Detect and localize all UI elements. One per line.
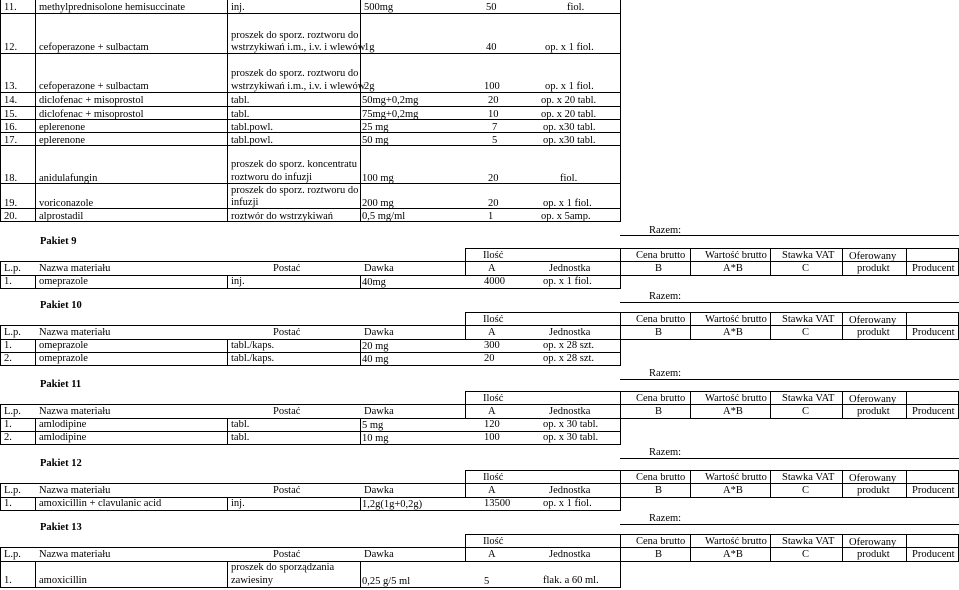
- row-name: cefoperazone + sulbactam: [39, 42, 149, 53]
- row-lp: 1.: [4, 419, 12, 430]
- header-ab: A*B: [723, 406, 743, 417]
- header-nazwa: Nazwa materiału: [39, 485, 111, 496]
- row-lp: 14.: [4, 95, 18, 106]
- header-b: B: [655, 327, 663, 338]
- header-ab: A*B: [723, 263, 743, 274]
- header-produkt: produkt: [857, 485, 890, 496]
- row-form-line1: proszek do sporz. roztworu do: [231, 185, 359, 196]
- header-stawka-vat: Stawka VAT: [782, 393, 835, 404]
- row-unit: fiol.: [560, 173, 578, 184]
- row-lp: 16.: [4, 122, 18, 133]
- row-form-line2: infuzji: [231, 197, 259, 208]
- header-wartosc-brutto: Wartość brutto: [705, 250, 767, 261]
- header-nazwa: Nazwa materiału: [39, 263, 111, 274]
- row-unit: op. x 20 tabl.: [541, 109, 597, 120]
- header-producent: Producent: [912, 549, 955, 560]
- row-unit: op. x 5amp.: [541, 211, 591, 222]
- row-dose: 75mg+0,2mg: [362, 109, 419, 120]
- row-dose: 5 mg: [362, 420, 384, 431]
- header-dawka: Dawka: [364, 406, 394, 417]
- header-postac: Postać: [273, 406, 301, 417]
- header-stawka-vat: Stawka VAT: [782, 472, 835, 483]
- header-dawka: Dawka: [364, 263, 394, 274]
- row-name: methylprednisolone hemisuccinate: [39, 2, 186, 13]
- header-c: C: [802, 263, 810, 274]
- row-lp: 13.: [4, 81, 18, 92]
- row-form-line2: zawiesiny: [231, 575, 273, 586]
- row-name: amlodipine: [39, 432, 87, 443]
- header-cena-brutto: Cena brutto: [636, 314, 686, 325]
- header-ilosc: Ilość: [483, 314, 504, 325]
- header-jednostka: Jednostka: [549, 485, 591, 496]
- razem-label: Razem:: [649, 368, 682, 379]
- row-qty: 10: [488, 109, 499, 120]
- row-name: voriconazole: [39, 198, 94, 209]
- row-unit: op. x 28 szt.: [543, 353, 595, 364]
- header-wartosc-brutto: Wartość brutto: [705, 536, 767, 547]
- header-postac: Postać: [273, 263, 301, 274]
- row-dose: 50mg+0,2mg: [362, 95, 419, 106]
- row-lp: 1.: [4, 575, 12, 586]
- header-cena-brutto: Cena brutto: [636, 472, 686, 483]
- row-lp: 19.: [4, 198, 18, 209]
- row-qty: 100: [484, 81, 500, 92]
- row-dose: 40mg: [362, 277, 386, 288]
- header-oferowany: Oferowany: [849, 394, 897, 405]
- header-ilosc: Ilość: [483, 472, 504, 483]
- row-name: amoxicillin + clavulanic acid: [39, 498, 162, 509]
- header-lp: L.p.: [4, 549, 21, 560]
- row-dose: 40 mg: [362, 354, 389, 365]
- header-a: A: [488, 485, 496, 496]
- header-oferowany: Oferowany: [849, 537, 897, 548]
- row-form: inj.: [231, 2, 245, 13]
- header-produkt: produkt: [857, 406, 890, 417]
- header-nazwa: Nazwa materiału: [39, 406, 111, 417]
- row-name: omeprazole: [39, 340, 88, 351]
- row-dose: 1,2g(1g+0,2g): [362, 499, 423, 510]
- package-title: Pakiet 11: [40, 379, 82, 390]
- row-name: amlodipine: [39, 419, 87, 430]
- row-lp: 17.: [4, 135, 18, 146]
- row-qty: 100: [484, 432, 500, 443]
- package-title: Pakiet 9: [40, 236, 77, 247]
- header-postac: Postać: [273, 549, 301, 560]
- header-nazwa: Nazwa materiału: [39, 549, 111, 560]
- header-lp: L.p.: [4, 263, 21, 274]
- header-jednostka: Jednostka: [549, 549, 591, 560]
- row-unit: op. x 1 fiol.: [543, 498, 592, 509]
- row-unit: op. x 1 fiol.: [543, 276, 592, 287]
- row-dose: 200 mg: [362, 198, 394, 209]
- header-oferowany: Oferowany: [849, 473, 897, 484]
- header-oferowany: Oferowany: [849, 251, 897, 262]
- row-name: omeprazole: [39, 276, 88, 287]
- row-lp: 11.: [4, 2, 17, 13]
- row-lp: 12.: [4, 42, 18, 53]
- header-ab: A*B: [723, 549, 743, 560]
- razem-label: Razem:: [649, 447, 682, 458]
- package-title: Pakiet 13: [40, 522, 82, 533]
- row-qty: 13500: [484, 498, 511, 509]
- row-unit: op. x30 tabl.: [543, 122, 596, 133]
- header-b: B: [655, 263, 663, 274]
- header-dawka: Dawka: [364, 485, 394, 496]
- row-form: tabl./kaps.: [231, 340, 275, 351]
- header-wartosc-brutto: Wartość brutto: [705, 393, 767, 404]
- row-unit: op. x30 tabl.: [543, 135, 596, 146]
- row-qty: 5: [484, 576, 490, 587]
- header-cena-brutto: Cena brutto: [636, 250, 686, 261]
- row-lp: 1.: [4, 340, 12, 351]
- row-form: tabl./kaps.: [231, 353, 275, 364]
- header-stawka-vat: Stawka VAT: [782, 250, 835, 261]
- row-name: eplerenone: [39, 135, 86, 146]
- row-name: alprostadil: [39, 211, 84, 222]
- row-dose: 100 mg: [362, 173, 394, 184]
- header-producent: Producent: [912, 485, 955, 496]
- header-a: A: [488, 549, 496, 560]
- row-dose: 50 mg: [362, 135, 389, 146]
- header-cena-brutto: Cena brutto: [636, 393, 686, 404]
- header-stawka-vat: Stawka VAT: [782, 314, 835, 325]
- row-dose: 0,5 mg/ml: [362, 211, 406, 222]
- header-c: C: [802, 485, 810, 496]
- header-a: A: [488, 327, 496, 338]
- row-qty: 20: [484, 353, 495, 364]
- row-form: tabl.powl.: [231, 135, 273, 146]
- row-qty: 1: [488, 211, 494, 222]
- row-name: eplerenone: [39, 122, 86, 133]
- row-lp: 15.: [4, 109, 18, 120]
- row-unit: fiol.: [567, 2, 585, 13]
- row-lp: 2.: [4, 432, 12, 443]
- header-a: A: [488, 263, 496, 274]
- row-form: tabl.: [231, 419, 250, 430]
- row-qty: 20: [488, 198, 499, 209]
- row-form: inj.: [231, 276, 245, 287]
- row-form: inj.: [231, 498, 245, 509]
- header-ab: A*B: [723, 327, 743, 338]
- header-postac: Postać: [273, 485, 301, 496]
- header-c: C: [802, 549, 810, 560]
- row-unit: op. x 1 fiol.: [543, 198, 592, 209]
- header-ilosc: Ilość: [483, 536, 504, 547]
- header-ilosc: Ilość: [483, 250, 504, 261]
- header-b: B: [655, 549, 663, 560]
- row-form: tabl.: [231, 95, 250, 106]
- row-dose: 500mg: [364, 2, 394, 13]
- row-qty: 7: [492, 122, 498, 133]
- row-form: tabl.powl.: [231, 122, 273, 133]
- row-name: amoxicillin: [39, 575, 87, 586]
- row-name: omeprazole: [39, 353, 88, 364]
- row-name: cefoperazone + sulbactam: [39, 81, 149, 92]
- row-lp: 20.: [4, 211, 18, 222]
- razem-label: Razem:: [649, 225, 682, 236]
- header-lp: L.p.: [4, 406, 21, 417]
- row-dose: 0,25 g/5 ml: [362, 576, 411, 587]
- header-wartosc-brutto: Wartość brutto: [705, 472, 767, 483]
- row-form-line1: proszek do sporz. roztworu do: [231, 30, 359, 41]
- row-unit: op. x 30 tabl.: [543, 432, 599, 443]
- row-unit: op. x 30 tabl.: [543, 419, 599, 430]
- header-stawka-vat: Stawka VAT: [782, 536, 835, 547]
- row-form-line1: proszek do sporządzania: [231, 562, 335, 573]
- header-jednostka: Jednostka: [549, 406, 591, 417]
- row-lp: 1.: [4, 498, 12, 509]
- header-lp: L.p.: [4, 327, 21, 338]
- row-dose: 1g: [364, 42, 375, 53]
- row-name: diclofenac + misoprostol: [39, 95, 144, 106]
- row-dose: 2g: [364, 81, 375, 92]
- razem-label: Razem:: [649, 291, 682, 302]
- row-name: diclofenac + misoprostol: [39, 109, 144, 120]
- header-b: B: [655, 485, 663, 496]
- header-b: B: [655, 406, 663, 417]
- row-unit: op. x 1 fiol.: [545, 81, 594, 92]
- header-ilosc: Ilość: [483, 393, 504, 404]
- row-qty: 5: [492, 135, 498, 146]
- row-unit: op. x 28 szt.: [543, 340, 595, 351]
- row-qty: 20: [488, 95, 499, 106]
- header-wartosc-brutto: Wartość brutto: [705, 314, 767, 325]
- header-producent: Producent: [912, 263, 955, 274]
- row-form: tabl.: [231, 432, 250, 443]
- header-oferowany: Oferowany: [849, 315, 897, 326]
- header-postac: Postać: [273, 327, 301, 338]
- row-unit: flak. a 60 ml.: [543, 575, 599, 586]
- header-cena-brutto: Cena brutto: [636, 536, 686, 547]
- row-qty: 300: [484, 340, 500, 351]
- row-name: anidulafungin: [39, 173, 98, 184]
- header-jednostka: Jednostka: [549, 263, 591, 274]
- row-qty: 40: [486, 42, 497, 53]
- package-title: Pakiet 10: [40, 300, 82, 311]
- header-a: A: [488, 406, 496, 417]
- row-form: roztwór do wstrzykiwań: [231, 211, 334, 222]
- row-qty: 20: [488, 173, 499, 184]
- header-produkt: produkt: [857, 263, 890, 274]
- header-jednostka: Jednostka: [549, 327, 591, 338]
- header-produkt: produkt: [857, 327, 890, 338]
- row-qty: 4000: [484, 276, 505, 287]
- row-form-line2: wstrzykiwań i.m., i.v. i wlewów: [231, 81, 366, 92]
- row-form-line2: wstrzykiwań i.m., i.v. i wlewów: [231, 42, 366, 53]
- header-dawka: Dawka: [364, 549, 394, 560]
- header-c: C: [802, 406, 810, 417]
- row-dose: 10 mg: [362, 433, 389, 444]
- header-producent: Producent: [912, 327, 955, 338]
- row-lp: 18.: [4, 173, 18, 184]
- row-form-line1: proszek do sporz. roztworu do: [231, 68, 359, 79]
- header-produkt: produkt: [857, 549, 890, 560]
- row-unit: op. x 20 tabl.: [541, 95, 597, 106]
- package-title: Pakiet 12: [40, 458, 82, 469]
- row-qty: 50: [486, 2, 497, 13]
- row-dose: 25 mg: [362, 122, 389, 133]
- row-form-line2: roztworu do infuzji: [231, 172, 313, 183]
- row-dose: 20 mg: [362, 341, 389, 352]
- header-lp: L.p.: [4, 485, 21, 496]
- header-ab: A*B: [723, 485, 743, 496]
- header-nazwa: Nazwa materiału: [39, 327, 111, 338]
- row-lp: 1.: [4, 276, 12, 287]
- header-dawka: Dawka: [364, 327, 394, 338]
- header-producent: Producent: [912, 406, 955, 417]
- row-qty: 120: [484, 419, 500, 430]
- header-c: C: [802, 327, 810, 338]
- row-form: tabl.: [231, 109, 250, 120]
- razem-label: Razem:: [649, 513, 682, 524]
- row-form-line1: proszek do sporz. koncentratu: [231, 159, 357, 170]
- row-lp: 2.: [4, 353, 12, 364]
- row-unit: op. x 1 fiol.: [545, 42, 594, 53]
